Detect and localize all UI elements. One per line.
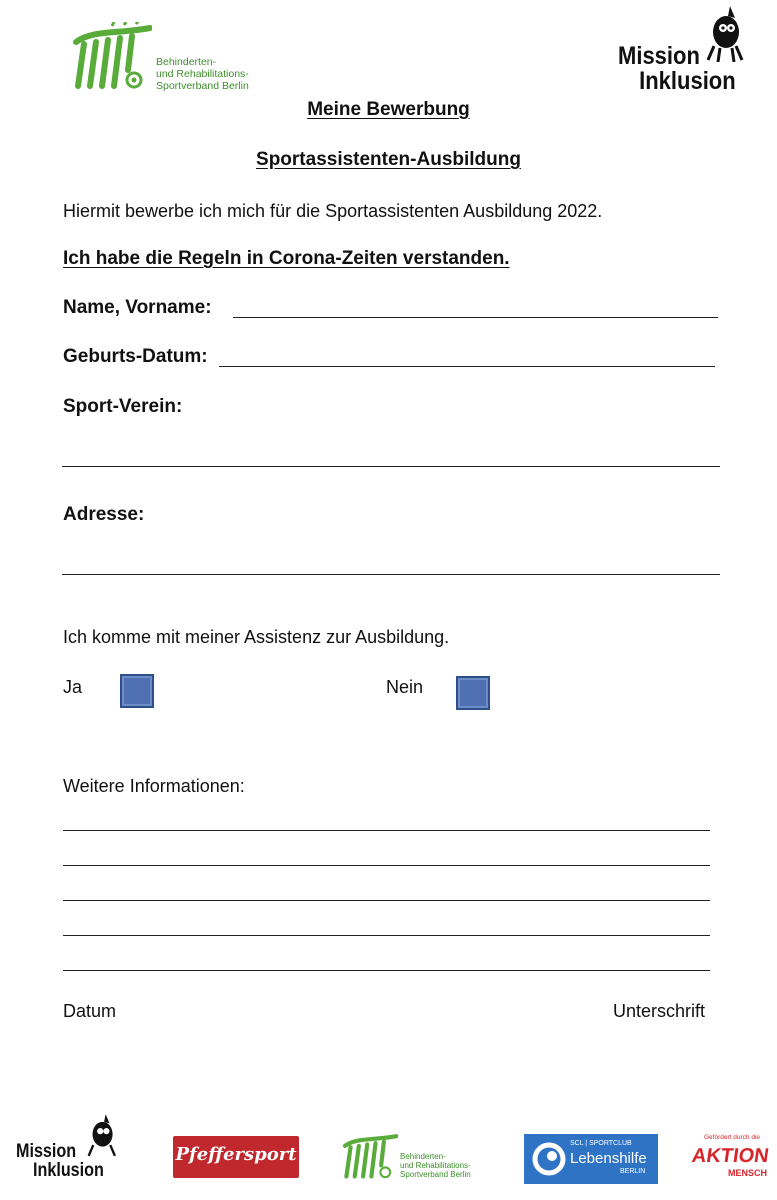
aktion-mensch-top: Gefördert durch die [704,1134,761,1141]
further-info-label: Weitere Informationen: [63,776,245,796]
pfeffersport-logo [173,1136,299,1178]
footer-mission-logo [14,1112,124,1188]
footer-bsb-line-2: und Rehabilitations- [400,1161,471,1170]
page-subtitle: Sportassistenten-Ausbildung [256,149,521,170]
further-info-line-3[interactable] [63,900,710,901]
birth-date-label: Geburts-Datum: [63,346,208,367]
date-label: Datum [63,1001,117,1021]
lebenshilfe-main: Lebenshilfe [570,1150,647,1167]
footer-mission-line-2: Inklusion [33,1160,104,1181]
further-info-line-4[interactable] [63,935,710,936]
footer-bsb-line-1: Behinderten- [400,1152,446,1161]
name-field-line[interactable] [233,317,718,318]
pfeffersport-text: Pfeffersport [175,1144,297,1165]
no-label: Nein [386,677,424,697]
intro-text: Hiermit bewerbe ich mich für die Sportassistenten Ausbildung 2022. [63,201,603,221]
yes-label: Ja [63,677,83,697]
bsb-logo-text [156,56,249,92]
sport-club-field-line[interactable] [62,466,720,467]
address-label: Adresse: [63,504,145,525]
no-checkbox[interactable] [456,676,490,710]
lebenshilfe-sub: BERLIN [620,1168,646,1175]
aktion-mensch-logo [690,1134,774,1184]
bsb-logo-line-1: Behinderten- [156,56,217,68]
further-info-line-2[interactable] [63,865,710,866]
bsb-logo-graphic [72,22,152,94]
footer-bsb-line-3: Sportverband Berlin [400,1170,471,1179]
aktion-mensch-main: AKTION [690,1145,771,1167]
lebenshilfe-logo [524,1134,658,1184]
lebenshilfe-icon [532,1142,566,1176]
name-label: Name, Vorname: [63,297,212,318]
birth-date-field-line[interactable] [219,366,715,367]
footer-bsb-graphic [342,1132,398,1182]
aktion-mensch-sub: MENSCH [728,1168,768,1178]
bsb-logo-line-3: Sportverband Berlin [156,80,249,92]
lebenshilfe-top: SCL | SPORTCLUB [570,1140,632,1147]
yes-checkbox[interactable] [120,674,154,708]
address-field-line[interactable] [62,574,720,575]
page-title: Meine Bewerbung [307,99,470,120]
rules-statement: Ich habe die Regeln in Corona-Zeiten verstanden. [63,248,510,269]
bsb-logo-line-2: und Rehabilitations- [156,68,249,80]
further-info-line-5[interactable] [63,970,710,971]
sport-club-label: Sport-Verein: [63,396,183,417]
mission-logo-line-1: Mission [618,42,700,70]
assistance-question: Ich komme mit meiner Assistenz zur Ausbildung. [63,627,450,647]
signature-label: Unterschrift [613,1001,706,1021]
bsb-logo [72,22,257,97]
footer-mission-line-1: Mission [16,1141,77,1162]
mission-inklusion-logo [614,4,754,100]
further-info-line-1[interactable] [63,830,710,831]
mission-logo-line-2: Inklusion [639,67,736,95]
footer-bsb-logo [342,1132,482,1184]
